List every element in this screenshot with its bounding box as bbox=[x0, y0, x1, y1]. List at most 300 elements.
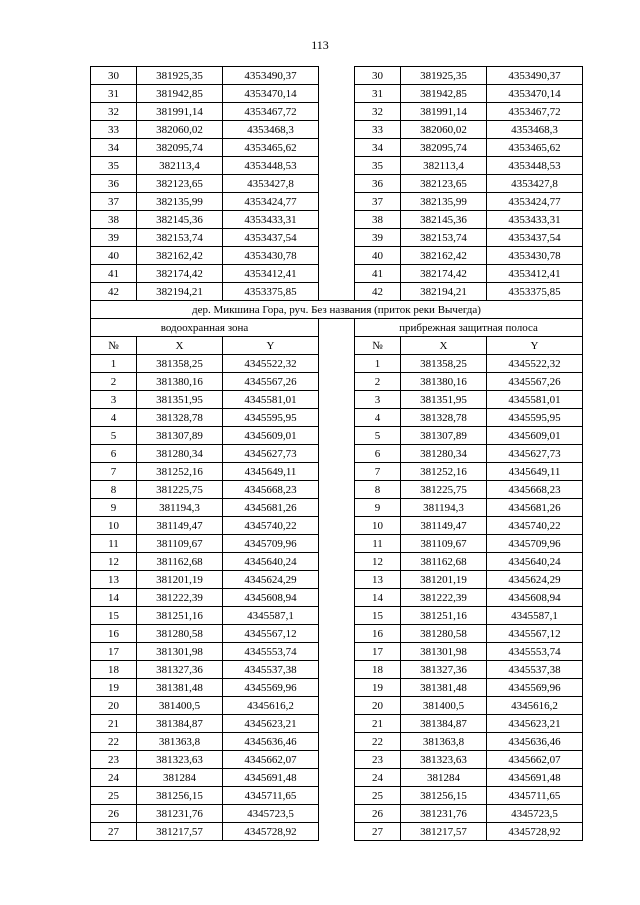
gap-cell bbox=[319, 67, 355, 85]
right-y-coordinate: 4353468,3 bbox=[487, 121, 583, 139]
left-x-coordinate: 381384,87 bbox=[137, 715, 223, 733]
right-point-number: 13 bbox=[355, 571, 401, 589]
table-row bbox=[91, 121, 583, 139]
left-header-no: № bbox=[91, 337, 137, 355]
left-x-coordinate: 382153,74 bbox=[137, 229, 223, 247]
left-x-coordinate: 381194,3 bbox=[137, 499, 223, 517]
left-point-number: 32 bbox=[91, 103, 137, 121]
right-y-coordinate: 4345649,11 bbox=[487, 463, 583, 481]
table-row bbox=[91, 229, 583, 247]
left-y-coordinate: 4345640,24 bbox=[223, 553, 319, 571]
right-point-number: 39 bbox=[355, 229, 401, 247]
bottom-rows-section bbox=[91, 355, 583, 841]
right-x-coordinate: 381301,98 bbox=[401, 643, 487, 661]
left-point-number: 34 bbox=[91, 139, 137, 157]
gap-cell bbox=[319, 481, 355, 499]
table-row bbox=[91, 391, 583, 409]
left-x-coordinate: 381149,47 bbox=[137, 517, 223, 535]
right-x-coordinate: 381380,16 bbox=[401, 373, 487, 391]
gap-cell bbox=[319, 607, 355, 625]
left-y-coordinate: 4345608,94 bbox=[223, 589, 319, 607]
right-point-number: 35 bbox=[355, 157, 401, 175]
left-point-number: 10 bbox=[91, 517, 137, 535]
right-point-number: 42 bbox=[355, 283, 401, 301]
table-row bbox=[91, 697, 583, 715]
left-point-number: 40 bbox=[91, 247, 137, 265]
gap-cell bbox=[319, 679, 355, 697]
gap-cell bbox=[319, 427, 355, 445]
right-x-coordinate: 382153,74 bbox=[401, 229, 487, 247]
gap-cell bbox=[319, 643, 355, 661]
left-x-coordinate: 381217,57 bbox=[137, 823, 223, 841]
left-x-coordinate: 381252,16 bbox=[137, 463, 223, 481]
right-x-coordinate: 381252,16 bbox=[401, 463, 487, 481]
left-point-number: 20 bbox=[91, 697, 137, 715]
left-point-number: 17 bbox=[91, 643, 137, 661]
gap-cell bbox=[319, 589, 355, 607]
right-x-coordinate: 381256,15 bbox=[401, 787, 487, 805]
left-y-coordinate: 4345649,11 bbox=[223, 463, 319, 481]
right-y-coordinate: 4345595,95 bbox=[487, 409, 583, 427]
right-y-coordinate: 4345616,2 bbox=[487, 697, 583, 715]
table-row bbox=[91, 589, 583, 607]
right-x-coordinate: 381194,3 bbox=[401, 499, 487, 517]
left-x-coordinate: 381251,16 bbox=[137, 607, 223, 625]
gap-cell bbox=[319, 391, 355, 409]
table-row bbox=[91, 463, 583, 481]
left-point-number: 38 bbox=[91, 211, 137, 229]
left-point-number: 2 bbox=[91, 373, 137, 391]
right-point-number: 3 bbox=[355, 391, 401, 409]
table-row bbox=[91, 571, 583, 589]
right-y-coordinate: 4345624,29 bbox=[487, 571, 583, 589]
right-point-number: 15 bbox=[355, 607, 401, 625]
gap-cell bbox=[319, 661, 355, 679]
table-row bbox=[91, 211, 583, 229]
left-x-coordinate: 381256,15 bbox=[137, 787, 223, 805]
left-point-number: 21 bbox=[91, 715, 137, 733]
right-header-no: № bbox=[355, 337, 401, 355]
right-point-number: 25 bbox=[355, 787, 401, 805]
gap-cell bbox=[319, 553, 355, 571]
left-x-coordinate: 381327,36 bbox=[137, 661, 223, 679]
left-x-coordinate: 381942,85 bbox=[137, 85, 223, 103]
gap-cell bbox=[319, 121, 355, 139]
table-row bbox=[91, 553, 583, 571]
left-x-coordinate: 381301,98 bbox=[137, 643, 223, 661]
left-x-coordinate: 381381,48 bbox=[137, 679, 223, 697]
table-row bbox=[91, 67, 583, 85]
table-row bbox=[91, 139, 583, 157]
section-header bbox=[91, 301, 583, 355]
right-x-coordinate: 382123,65 bbox=[401, 175, 487, 193]
table-row bbox=[91, 265, 583, 283]
left-y-coordinate: 4345616,2 bbox=[223, 697, 319, 715]
right-point-number: 33 bbox=[355, 121, 401, 139]
right-x-coordinate: 381251,16 bbox=[401, 607, 487, 625]
right-point-number: 23 bbox=[355, 751, 401, 769]
left-header-x: X bbox=[137, 337, 223, 355]
left-y-coordinate: 4345595,95 bbox=[223, 409, 319, 427]
left-point-number: 3 bbox=[91, 391, 137, 409]
left-point-number: 15 bbox=[91, 607, 137, 625]
right-point-number: 38 bbox=[355, 211, 401, 229]
right-point-number: 27 bbox=[355, 823, 401, 841]
left-point-number: 27 bbox=[91, 823, 137, 841]
table-row bbox=[91, 787, 583, 805]
right-point-number: 21 bbox=[355, 715, 401, 733]
left-y-coordinate: 4345627,73 bbox=[223, 445, 319, 463]
right-point-number: 10 bbox=[355, 517, 401, 535]
right-y-coordinate: 4353430,78 bbox=[487, 247, 583, 265]
table-row bbox=[91, 535, 583, 553]
left-point-number: 30 bbox=[91, 67, 137, 85]
right-y-coordinate: 4353465,62 bbox=[487, 139, 583, 157]
left-x-coordinate: 382145,36 bbox=[137, 211, 223, 229]
left-point-number: 5 bbox=[91, 427, 137, 445]
left-x-coordinate: 381925,35 bbox=[137, 67, 223, 85]
right-point-number: 1 bbox=[355, 355, 401, 373]
left-point-number: 33 bbox=[91, 121, 137, 139]
left-point-number: 19 bbox=[91, 679, 137, 697]
right-x-coordinate: 381358,25 bbox=[401, 355, 487, 373]
left-y-coordinate: 4353490,37 bbox=[223, 67, 319, 85]
table-row bbox=[91, 769, 583, 787]
right-y-coordinate: 4345709,96 bbox=[487, 535, 583, 553]
left-y-coordinate: 4345587,1 bbox=[223, 607, 319, 625]
gap-cell bbox=[319, 355, 355, 373]
left-point-number: 24 bbox=[91, 769, 137, 787]
right-y-coordinate: 4345723,5 bbox=[487, 805, 583, 823]
left-x-coordinate: 382162,42 bbox=[137, 247, 223, 265]
gap-cell bbox=[319, 517, 355, 535]
gap-cell bbox=[319, 319, 355, 337]
gap-cell bbox=[319, 823, 355, 841]
right-x-coordinate: 382174,42 bbox=[401, 265, 487, 283]
right-x-coordinate: 381327,36 bbox=[401, 661, 487, 679]
right-point-number: 4 bbox=[355, 409, 401, 427]
left-y-coordinate: 4345709,96 bbox=[223, 535, 319, 553]
right-point-number: 30 bbox=[355, 67, 401, 85]
right-y-coordinate: 4353490,37 bbox=[487, 67, 583, 85]
left-header-y: Y bbox=[223, 337, 319, 355]
table-row bbox=[91, 643, 583, 661]
left-x-coordinate: 381201,19 bbox=[137, 571, 223, 589]
left-x-coordinate: 381231,76 bbox=[137, 805, 223, 823]
left-y-coordinate: 4345567,12 bbox=[223, 625, 319, 643]
table-row bbox=[91, 445, 583, 463]
left-y-coordinate: 4345636,46 bbox=[223, 733, 319, 751]
right-y-coordinate: 4353448,53 bbox=[487, 157, 583, 175]
table-row bbox=[91, 103, 583, 121]
right-x-coordinate: 382113,4 bbox=[401, 157, 487, 175]
right-point-number: 26 bbox=[355, 805, 401, 823]
right-y-coordinate: 4345728,92 bbox=[487, 823, 583, 841]
gap-cell bbox=[319, 697, 355, 715]
right-y-coordinate: 4345681,26 bbox=[487, 499, 583, 517]
right-x-coordinate: 381991,14 bbox=[401, 103, 487, 121]
right-y-coordinate: 4345609,01 bbox=[487, 427, 583, 445]
table-row bbox=[91, 355, 583, 373]
gap-cell bbox=[319, 463, 355, 481]
left-y-coordinate: 4345624,29 bbox=[223, 571, 319, 589]
left-y-coordinate: 4345567,26 bbox=[223, 373, 319, 391]
right-x-coordinate: 381363,8 bbox=[401, 733, 487, 751]
right-y-coordinate: 4345627,73 bbox=[487, 445, 583, 463]
right-x-coordinate: 381280,34 bbox=[401, 445, 487, 463]
right-y-coordinate: 4345587,1 bbox=[487, 607, 583, 625]
table-row bbox=[91, 751, 583, 769]
left-point-number: 1 bbox=[91, 355, 137, 373]
right-header-x: X bbox=[401, 337, 487, 355]
table-row bbox=[91, 805, 583, 823]
left-point-number: 14 bbox=[91, 589, 137, 607]
right-point-number: 31 bbox=[355, 85, 401, 103]
gap-cell bbox=[319, 211, 355, 229]
left-y-coordinate: 4345537,38 bbox=[223, 661, 319, 679]
right-x-coordinate: 381384,87 bbox=[401, 715, 487, 733]
left-point-number: 7 bbox=[91, 463, 137, 481]
left-x-coordinate: 381380,16 bbox=[137, 373, 223, 391]
left-point-number: 39 bbox=[91, 229, 137, 247]
left-y-coordinate: 4353430,78 bbox=[223, 247, 319, 265]
left-x-coordinate: 382113,4 bbox=[137, 157, 223, 175]
left-x-coordinate: 381280,58 bbox=[137, 625, 223, 643]
left-point-number: 4 bbox=[91, 409, 137, 427]
right-y-coordinate: 4345668,23 bbox=[487, 481, 583, 499]
table-row bbox=[91, 823, 583, 841]
left-y-coordinate: 4345681,26 bbox=[223, 499, 319, 517]
left-y-coordinate: 4345569,96 bbox=[223, 679, 319, 697]
right-point-number: 12 bbox=[355, 553, 401, 571]
right-x-coordinate: 382095,74 bbox=[401, 139, 487, 157]
left-x-coordinate: 381284 bbox=[137, 769, 223, 787]
left-y-coordinate: 4345668,23 bbox=[223, 481, 319, 499]
left-y-coordinate: 4345728,92 bbox=[223, 823, 319, 841]
left-zone-title: водоохранная зона bbox=[91, 319, 319, 337]
right-point-number: 9 bbox=[355, 499, 401, 517]
table-row bbox=[91, 175, 583, 193]
right-y-coordinate: 4353467,72 bbox=[487, 103, 583, 121]
left-point-number: 11 bbox=[91, 535, 137, 553]
right-point-number: 22 bbox=[355, 733, 401, 751]
table-row bbox=[91, 625, 583, 643]
right-y-coordinate: 4345581,01 bbox=[487, 391, 583, 409]
right-y-coordinate: 4353433,31 bbox=[487, 211, 583, 229]
gap-cell bbox=[319, 535, 355, 553]
table-row bbox=[91, 715, 583, 733]
page-number: 113 bbox=[311, 38, 329, 52]
gap-cell bbox=[319, 175, 355, 193]
right-y-coordinate: 4353427,8 bbox=[487, 175, 583, 193]
left-x-coordinate: 382135,99 bbox=[137, 193, 223, 211]
gap-cell bbox=[319, 85, 355, 103]
table-row bbox=[91, 373, 583, 391]
left-y-coordinate: 4345609,01 bbox=[223, 427, 319, 445]
left-y-coordinate: 4353412,41 bbox=[223, 265, 319, 283]
right-y-coordinate: 4345553,74 bbox=[487, 643, 583, 661]
right-point-number: 24 bbox=[355, 769, 401, 787]
left-y-coordinate: 4353375,85 bbox=[223, 283, 319, 301]
right-point-number: 34 bbox=[355, 139, 401, 157]
right-y-coordinate: 4345640,24 bbox=[487, 553, 583, 571]
left-point-number: 16 bbox=[91, 625, 137, 643]
right-x-coordinate: 381307,89 bbox=[401, 427, 487, 445]
right-y-coordinate: 4345691,48 bbox=[487, 769, 583, 787]
left-y-coordinate: 4353465,62 bbox=[223, 139, 319, 157]
table-row bbox=[91, 679, 583, 697]
left-x-coordinate: 381400,5 bbox=[137, 697, 223, 715]
gap-cell bbox=[319, 409, 355, 427]
table-row bbox=[91, 517, 583, 535]
left-y-coordinate: 4345740,22 bbox=[223, 517, 319, 535]
left-x-coordinate: 381307,89 bbox=[137, 427, 223, 445]
right-x-coordinate: 381351,95 bbox=[401, 391, 487, 409]
right-y-coordinate: 4353437,54 bbox=[487, 229, 583, 247]
left-x-coordinate: 381328,78 bbox=[137, 409, 223, 427]
gap-cell bbox=[319, 337, 355, 355]
left-y-coordinate: 4345581,01 bbox=[223, 391, 319, 409]
right-point-number: 18 bbox=[355, 661, 401, 679]
left-x-coordinate: 381363,8 bbox=[137, 733, 223, 751]
left-point-number: 23 bbox=[91, 751, 137, 769]
gap-cell bbox=[319, 265, 355, 283]
right-x-coordinate: 381942,85 bbox=[401, 85, 487, 103]
gap-cell bbox=[319, 787, 355, 805]
coordinates-table bbox=[90, 66, 583, 841]
left-x-coordinate: 381991,14 bbox=[137, 103, 223, 121]
gap-cell bbox=[319, 139, 355, 157]
left-y-coordinate: 4345522,32 bbox=[223, 355, 319, 373]
top-rows-section bbox=[91, 67, 583, 301]
right-x-coordinate: 381201,19 bbox=[401, 571, 487, 589]
gap-cell bbox=[319, 715, 355, 733]
left-point-number: 36 bbox=[91, 175, 137, 193]
left-y-coordinate: 4353424,77 bbox=[223, 193, 319, 211]
right-x-coordinate: 381328,78 bbox=[401, 409, 487, 427]
right-x-coordinate: 382194,21 bbox=[401, 283, 487, 301]
gap-cell bbox=[319, 805, 355, 823]
right-point-number: 8 bbox=[355, 481, 401, 499]
right-x-coordinate: 381109,67 bbox=[401, 535, 487, 553]
left-point-number: 42 bbox=[91, 283, 137, 301]
right-point-number: 14 bbox=[355, 589, 401, 607]
left-y-coordinate: 4353467,72 bbox=[223, 103, 319, 121]
right-point-number: 41 bbox=[355, 265, 401, 283]
column-header-row bbox=[91, 337, 583, 355]
right-y-coordinate: 4353375,85 bbox=[487, 283, 583, 301]
right-y-coordinate: 4345567,26 bbox=[487, 373, 583, 391]
gap-cell bbox=[319, 751, 355, 769]
left-y-coordinate: 4345711,65 bbox=[223, 787, 319, 805]
left-x-coordinate: 381358,25 bbox=[137, 355, 223, 373]
table-row bbox=[91, 283, 583, 301]
right-y-coordinate: 4345636,46 bbox=[487, 733, 583, 751]
right-point-number: 5 bbox=[355, 427, 401, 445]
right-zone-title: прибрежная защитная полоса bbox=[355, 319, 583, 337]
right-x-coordinate: 381225,75 bbox=[401, 481, 487, 499]
left-y-coordinate: 4345623,21 bbox=[223, 715, 319, 733]
gap-cell bbox=[319, 445, 355, 463]
left-x-coordinate: 381225,75 bbox=[137, 481, 223, 499]
left-y-coordinate: 4353468,3 bbox=[223, 121, 319, 139]
left-point-number: 26 bbox=[91, 805, 137, 823]
gap-cell bbox=[319, 769, 355, 787]
right-x-coordinate: 381284 bbox=[401, 769, 487, 787]
right-x-coordinate: 381149,47 bbox=[401, 517, 487, 535]
left-point-number: 22 bbox=[91, 733, 137, 751]
right-x-coordinate: 381925,35 bbox=[401, 67, 487, 85]
gap-cell bbox=[319, 283, 355, 301]
right-point-number: 20 bbox=[355, 697, 401, 715]
right-y-coordinate: 4345522,32 bbox=[487, 355, 583, 373]
left-point-number: 13 bbox=[91, 571, 137, 589]
left-x-coordinate: 381222,39 bbox=[137, 589, 223, 607]
left-y-coordinate: 4353448,53 bbox=[223, 157, 319, 175]
table-row bbox=[91, 157, 583, 175]
left-x-coordinate: 381280,34 bbox=[137, 445, 223, 463]
left-y-coordinate: 4345723,5 bbox=[223, 805, 319, 823]
left-y-coordinate: 4353433,31 bbox=[223, 211, 319, 229]
right-y-coordinate: 4345711,65 bbox=[487, 787, 583, 805]
right-x-coordinate: 381231,76 bbox=[401, 805, 487, 823]
left-point-number: 8 bbox=[91, 481, 137, 499]
table-row bbox=[91, 85, 583, 103]
right-x-coordinate: 382060,02 bbox=[401, 121, 487, 139]
left-y-coordinate: 4353437,54 bbox=[223, 229, 319, 247]
table-row bbox=[91, 409, 583, 427]
right-point-number: 32 bbox=[355, 103, 401, 121]
gap-cell bbox=[319, 229, 355, 247]
right-y-coordinate: 4345608,94 bbox=[487, 589, 583, 607]
gap-cell bbox=[319, 103, 355, 121]
left-point-number: 31 bbox=[91, 85, 137, 103]
right-x-coordinate: 381381,48 bbox=[401, 679, 487, 697]
left-x-coordinate: 382194,21 bbox=[137, 283, 223, 301]
right-header-y: Y bbox=[487, 337, 583, 355]
left-x-coordinate: 381323,63 bbox=[137, 751, 223, 769]
left-point-number: 12 bbox=[91, 553, 137, 571]
table-row bbox=[91, 427, 583, 445]
left-point-number: 9 bbox=[91, 499, 137, 517]
gap-cell bbox=[319, 499, 355, 517]
right-y-coordinate: 4353470,14 bbox=[487, 85, 583, 103]
right-x-coordinate: 382135,99 bbox=[401, 193, 487, 211]
gap-cell bbox=[319, 373, 355, 391]
left-y-coordinate: 4345553,74 bbox=[223, 643, 319, 661]
table-row bbox=[91, 733, 583, 751]
table-row bbox=[91, 247, 583, 265]
left-x-coordinate: 381109,67 bbox=[137, 535, 223, 553]
right-x-coordinate: 381162,68 bbox=[401, 553, 487, 571]
right-point-number: 11 bbox=[355, 535, 401, 553]
right-x-coordinate: 381400,5 bbox=[401, 697, 487, 715]
left-point-number: 25 bbox=[91, 787, 137, 805]
right-point-number: 37 bbox=[355, 193, 401, 211]
section-title: дер. Микшина Гора, руч. Без названия (приток реки Вычегда) bbox=[91, 301, 583, 319]
left-x-coordinate: 382095,74 bbox=[137, 139, 223, 157]
right-point-number: 36 bbox=[355, 175, 401, 193]
right-point-number: 6 bbox=[355, 445, 401, 463]
left-point-number: 37 bbox=[91, 193, 137, 211]
gap-cell bbox=[319, 157, 355, 175]
left-point-number: 41 bbox=[91, 265, 137, 283]
gap-cell bbox=[319, 733, 355, 751]
right-x-coordinate: 381222,39 bbox=[401, 589, 487, 607]
right-point-number: 2 bbox=[355, 373, 401, 391]
right-x-coordinate: 381323,63 bbox=[401, 751, 487, 769]
left-x-coordinate: 381351,95 bbox=[137, 391, 223, 409]
